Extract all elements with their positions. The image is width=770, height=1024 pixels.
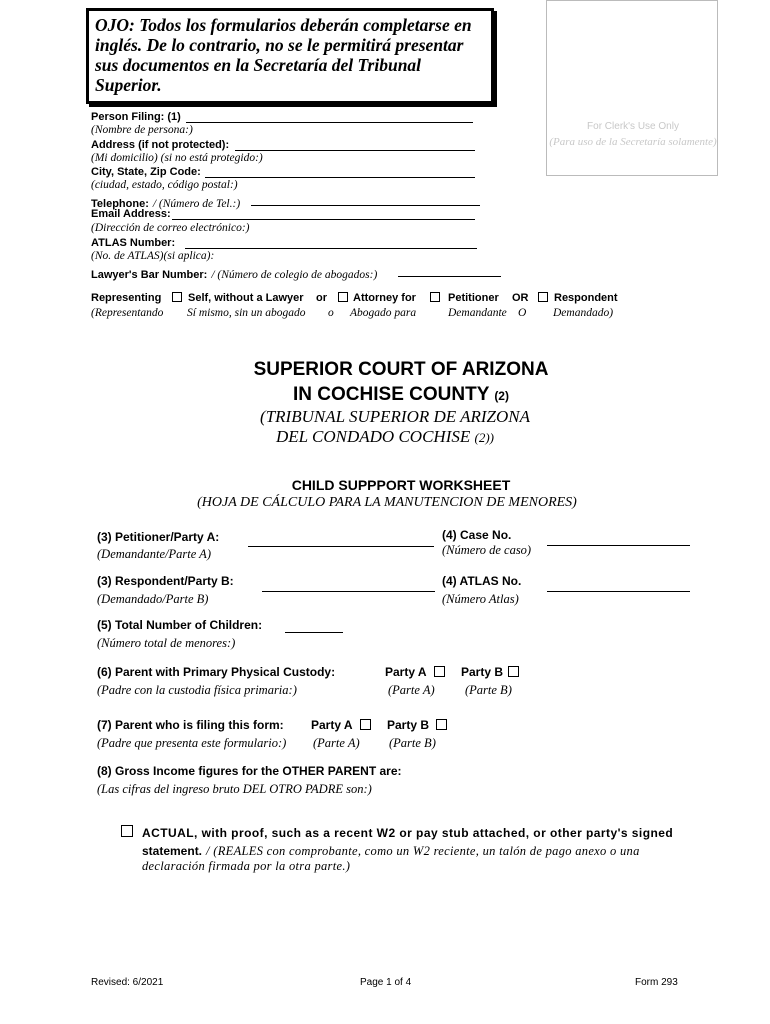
worksheet-title-es: (HOJA DE CÁLCULO PARA LA MANUTENCION DE MENORES) [197, 495, 577, 510]
actual-statement-es: / (REALES con comprobante, como un W2 reciente, un talón de pago anexo o una [206, 844, 640, 858]
city-label-es: (ciudad, estado, código postal:) [91, 179, 238, 191]
actual-statement-bold: statement. [142, 844, 203, 858]
city-label: City, State, Zip Code: [91, 166, 201, 178]
filing-party-a-label: Party A [311, 718, 353, 732]
filing-party-b-checkbox[interactable] [436, 719, 447, 730]
petitioner-label-es: Demandante [448, 307, 507, 319]
or-label-es: o [328, 307, 334, 319]
warning-text: OJO: Todos los formularios deberán completarse en inglés. De lo contrario, no se le permitirá presentar sus documentos en la Secretaría del Tribunal Superior. [95, 15, 472, 95]
attorney-checkbox[interactable] [338, 292, 348, 302]
case-no-label-es: (Número de caso) [442, 543, 532, 557]
court-title-line1: SUPERIOR COURT OF ARIZONA [253, 359, 549, 380]
person-filing-label: Person Filing: (1) [91, 111, 181, 123]
bar-number-row [91, 265, 377, 283]
filing-party-a-label-es: (Parte A) [313, 736, 360, 750]
custody-party-b-checkbox[interactable] [508, 666, 519, 677]
petitioner-party-label-es: (Demandante/Parte A) [97, 547, 211, 561]
representing-label: Representing [91, 292, 162, 304]
clerk-use-box [546, 0, 718, 176]
children-label: (5) Total Number of Children: [97, 618, 263, 632]
email-field[interactable] [172, 219, 475, 220]
court-county-note: (2) [494, 389, 509, 403]
court-county: IN COCHISE COUNTY [293, 384, 490, 405]
bar-number-field[interactable] [398, 276, 501, 277]
clerk-use-label-es: (Para uso de la Secretaría solamente) [549, 136, 717, 148]
telephone-field[interactable] [251, 205, 480, 206]
petitioner-party-field[interactable] [248, 546, 434, 547]
children-field[interactable] [285, 632, 343, 633]
custody-party-a-checkbox[interactable] [434, 666, 445, 677]
telephone-label-es: / (Número de Tel.:) [152, 198, 241, 210]
address-label: Address (if not protected): [91, 139, 230, 151]
atlas-no-label-es: (Número Atlas) [442, 592, 519, 606]
atlas-label-es: (No. de ATLAS)(si aplica): [91, 250, 215, 262]
attorney-label-es: Abogado para [350, 307, 417, 319]
filing-party-b-label: Party B [387, 718, 430, 732]
attorney-label: Attorney for [353, 292, 416, 304]
filing-party-a-checkbox[interactable] [360, 719, 371, 730]
atlas-field[interactable] [185, 248, 477, 249]
person-filing-field[interactable] [186, 122, 473, 123]
filing-party-b-label-es: (Parte B) [389, 736, 436, 750]
custody-label-es: (Padre con la custodia física primaria:) [97, 683, 297, 697]
petitioner-label: Petitioner [448, 292, 499, 304]
petitioner-party-label: (3) Petitioner/Party A: [97, 530, 220, 544]
court-county-es-note: (2)) [474, 430, 494, 445]
telephone-label: Telephone: [91, 198, 149, 210]
or-label: or [316, 292, 327, 304]
representing-label-es: (Representando [91, 307, 164, 319]
self-label-es: Sí mismo, sin un abogado [187, 307, 306, 319]
email-label: Email Address: [91, 208, 171, 220]
self-label: Self, without a Lawyer [188, 292, 304, 304]
actual-income-text-line3: declaración firmada por la otra parte.) [142, 859, 351, 873]
custody-party-b-label: Party B [461, 665, 504, 679]
court-county-es: DEL CONDADO COCHISE [275, 427, 471, 446]
actual-income-checkbox[interactable] [121, 825, 133, 837]
court-title-es-line2 [0, 427, 770, 447]
petitioner-checkbox[interactable] [430, 292, 440, 302]
filing-parent-label-es: (Padre que presenta este formulario:) [97, 736, 287, 750]
income-label-es: (Las cifras del ingreso bruto DEL OTRO PADRE son:) [97, 782, 372, 796]
actual-income-text-line2 [142, 842, 640, 860]
or-label-2-es: O [518, 307, 527, 319]
footer-page-number: Page 1 of 4 [360, 977, 412, 988]
worksheet-title: CHILD SUPPPORT WORKSHEET [291, 477, 511, 493]
atlas-no-label: (4) ATLAS No. [442, 574, 522, 588]
person-filing-label-es: (Nombre de persona:) [91, 124, 193, 136]
bar-number-label-es: / (Número de colegio de abogados:) [211, 269, 378, 281]
respondent-party-field[interactable] [262, 591, 435, 592]
respondent-label: Respondent [554, 292, 618, 304]
address-field[interactable] [235, 150, 475, 151]
clerk-use-label: For Clerk's Use Only [587, 121, 679, 132]
case-no-field[interactable] [547, 545, 690, 546]
footer-revised: Revised: 6/2021 [91, 977, 164, 988]
respondent-party-label: (3) Respondent/Party B: [97, 574, 234, 588]
filing-parent-label: (7) Parent who is filing this form: [97, 718, 284, 732]
or-label-2: OR [512, 292, 529, 304]
children-label-es: (Número total de menores:) [97, 636, 236, 650]
court-title-es-line1: (TRIBUNAL SUPERIOR DE ARIZONA [260, 407, 530, 426]
footer-form-number: Form 293 [635, 977, 678, 988]
respondent-label-es: Demandado) [553, 307, 614, 319]
case-no-label: (4) Case No. [442, 528, 512, 542]
email-label-es: (Dirección de correo electrónico:) [91, 222, 250, 234]
atlas-no-field[interactable] [547, 591, 690, 592]
custody-party-a-label-es: (Parte A) [388, 683, 435, 697]
respondent-checkbox[interactable] [538, 292, 548, 302]
warning-box [86, 8, 494, 104]
custody-party-b-label-es: (Parte B) [465, 683, 512, 697]
city-field[interactable] [205, 177, 475, 178]
self-checkbox[interactable] [172, 292, 182, 302]
actual-income-text-line1: ACTUAL, with proof, such as a recent W2 or pay stub attached, or other party's signed [142, 826, 674, 840]
income-label: (8) Gross Income figures for the OTHER PARENT are: [97, 764, 402, 778]
custody-party-a-label: Party A [385, 665, 427, 679]
court-title-line2 [0, 384, 770, 406]
address-label-es: (Mi domicilio) (si no está protegido:) [91, 152, 263, 164]
bar-number-label: Lawyer's Bar Number: [91, 269, 208, 281]
custody-label: (6) Parent with Primary Physical Custody: [97, 665, 336, 679]
atlas-label: ATLAS Number: [91, 237, 176, 249]
respondent-party-label-es: (Demandado/Parte B) [97, 592, 209, 606]
